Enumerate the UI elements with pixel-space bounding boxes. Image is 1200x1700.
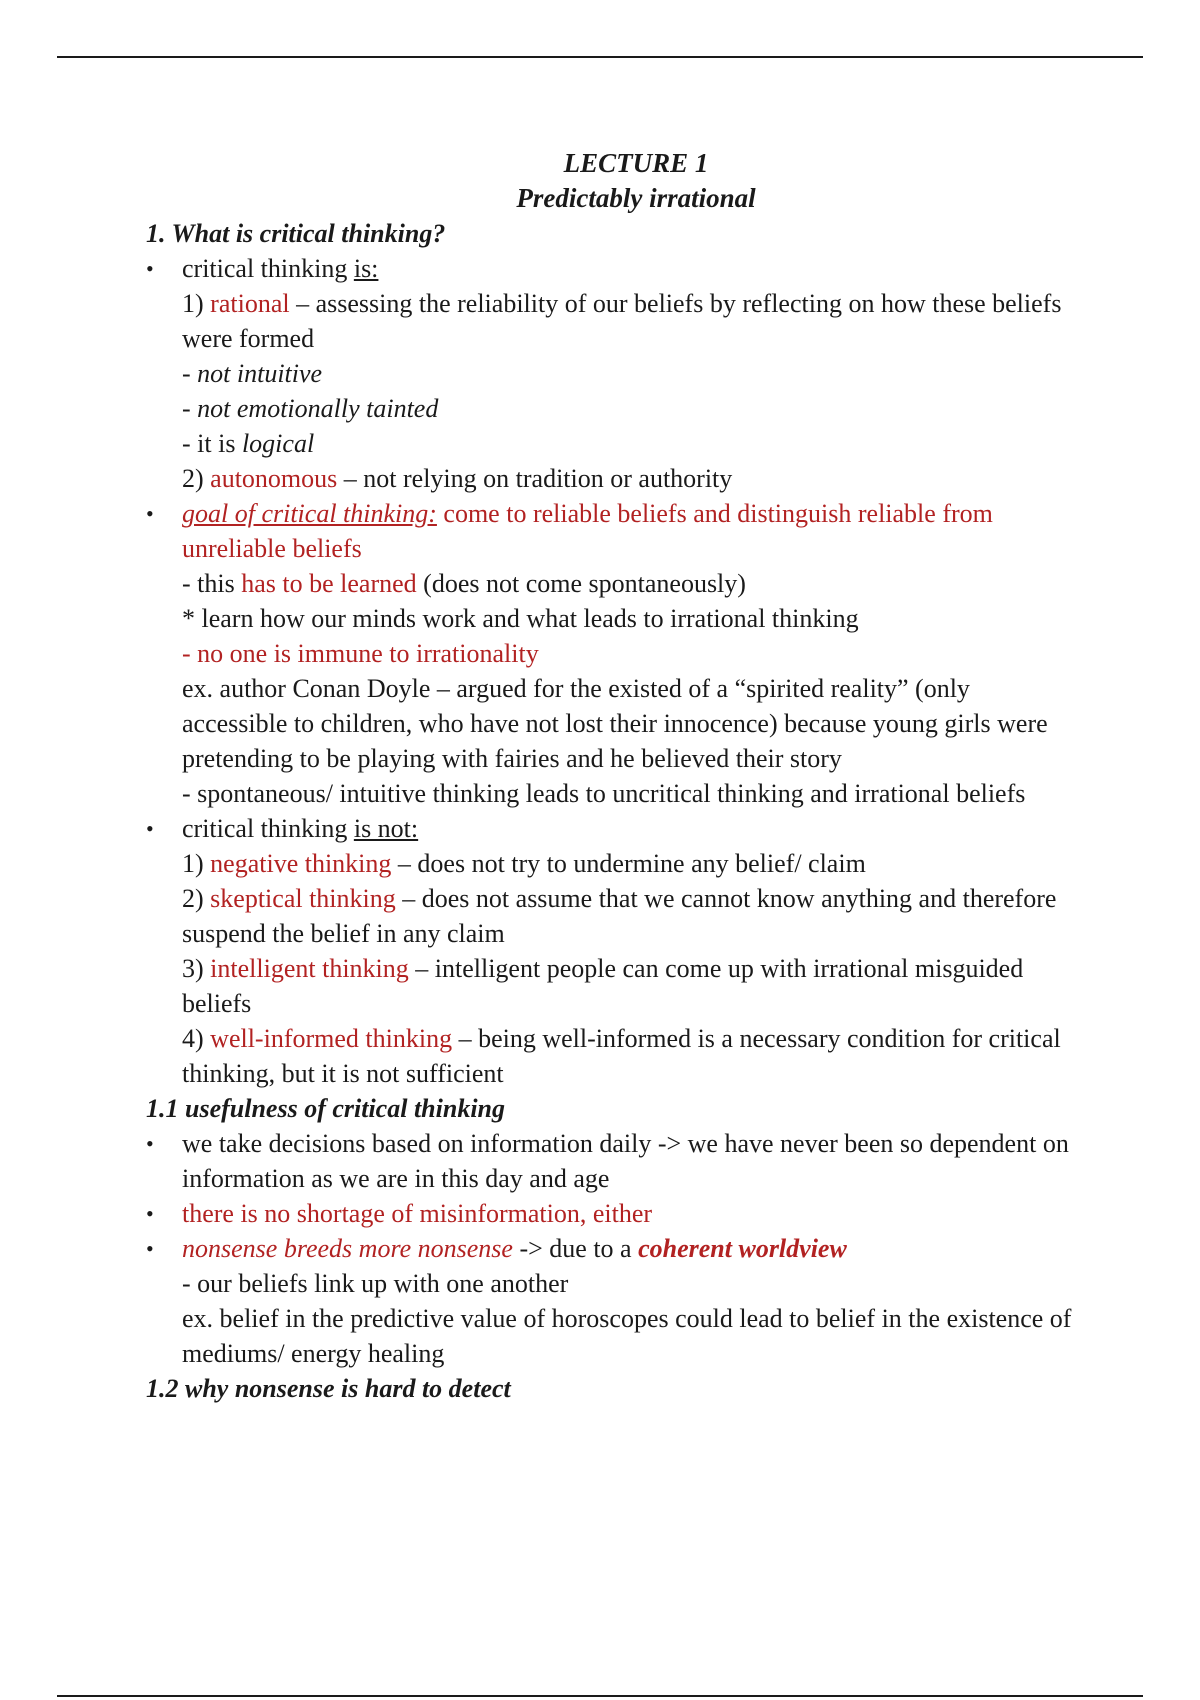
bullet-is-not bbox=[146, 811, 1076, 1091]
bullet-misinformation bbox=[146, 1196, 1076, 1231]
nonsense-phrase: nonsense breeds more nonsense bbox=[182, 1234, 513, 1263]
bullet-glyph: • bbox=[146, 256, 154, 281]
top-rule bbox=[57, 56, 1143, 58]
bullet-glyph: • bbox=[146, 1236, 154, 1261]
item-number: 1) bbox=[182, 289, 211, 318]
coherent-worldview: coherent worldview bbox=[638, 1234, 847, 1263]
document-body bbox=[146, 146, 1076, 1406]
dash-item-italic: logical bbox=[241, 429, 315, 458]
bullet-lead: critical thinking bbox=[182, 814, 354, 843]
bullet-glyph: • bbox=[146, 1201, 154, 1226]
bullet-decisions bbox=[146, 1126, 1076, 1196]
item-text: – does not try to undermine any belief/ claim bbox=[391, 849, 866, 878]
line-text: (does not come spontaneously) bbox=[416, 569, 746, 598]
line-text: - spontaneous/ intuitive thinking leads to uncritical thinking and irrational beliefs bbox=[182, 779, 1026, 808]
item-text: – being well-informed is a necessary condition for critical thinking, but it is not sufficient bbox=[182, 1024, 1061, 1088]
item-number: 2) bbox=[182, 884, 211, 913]
item-number: 1) bbox=[182, 849, 211, 878]
bullet-glyph: • bbox=[146, 501, 154, 526]
item-text: – intelligent people can come up with irrational misguided beliefs bbox=[182, 954, 1024, 1018]
bottom-rule bbox=[57, 1695, 1143, 1697]
section-heading-1: 1. What is critical thinking? bbox=[146, 219, 446, 248]
lecture-title: LECTURE 1 bbox=[563, 148, 709, 178]
line-red: - no one is immune to irrationality bbox=[182, 639, 539, 668]
line-text: - our beliefs link up with one another bbox=[182, 1269, 569, 1298]
bullet-nonsense bbox=[146, 1231, 1076, 1371]
bullet-glyph: • bbox=[146, 1131, 154, 1156]
item-text: – assessing the reliability of our beliefs by reflecting on how these beliefs were formed bbox=[182, 289, 1062, 353]
item-text: – does not assume that we cannot know anything and therefore suspend the belief in any claim bbox=[182, 884, 1057, 948]
line-text: - this bbox=[182, 569, 242, 598]
bullet-lead: critical thinking bbox=[182, 254, 354, 283]
bullet-text: we take decisions based on information daily -> we have never been so dependent on information as we are in this day and age bbox=[182, 1129, 1069, 1193]
dash-item: - not emotionally tainted bbox=[182, 394, 439, 423]
section-heading-1-2: 1.2 why nonsense is hard to detect bbox=[146, 1374, 511, 1403]
bullet-lead-underlined: is: bbox=[353, 254, 379, 283]
goal-label: goal of critical thinking: bbox=[182, 499, 437, 528]
term-skeptical: skeptical thinking bbox=[210, 884, 396, 913]
goal-text: come to reliable beliefs and distinguish reliable from unreliable beliefs bbox=[182, 499, 993, 563]
bullet-is bbox=[146, 251, 1076, 496]
bullet-text: there is no shortage of misinformation, either bbox=[182, 1199, 653, 1228]
term-well-informed: well-informed thinking bbox=[210, 1024, 453, 1053]
dash-item: - it is bbox=[182, 429, 242, 458]
section-heading-1-1: 1.1 usefulness of critical thinking bbox=[146, 1094, 505, 1123]
bullet-text: -> due to a bbox=[512, 1234, 639, 1263]
example-text: ex. author Conan Doyle – argued for the existed of a “spirited reality” (only accessible to children, who have not lost their innocence) because young girls were pretending to be playing with fairies and he believed their story bbox=[182, 674, 1048, 773]
example-text: ex. belief in the predictive value of horoscopes could lead to belief in the existence of mediums/ energy healing bbox=[182, 1304, 1072, 1368]
term-autonomous: autonomous bbox=[210, 464, 338, 493]
dash-item: - not intuitive bbox=[182, 359, 323, 388]
term-intelligent: intelligent thinking bbox=[210, 954, 409, 983]
line-text: * learn how our minds work and what leads to irrational thinking bbox=[182, 604, 859, 633]
line-red: has to be learned bbox=[241, 569, 417, 598]
bullet-lead-underlined: is not: bbox=[353, 814, 419, 843]
item-number: 2) bbox=[182, 464, 211, 493]
item-text: – not relying on tradition or authority bbox=[337, 464, 733, 493]
term-negative: negative thinking bbox=[210, 849, 392, 878]
item-number: 4) bbox=[182, 1024, 211, 1053]
bullet-goal bbox=[146, 496, 1076, 811]
lecture-subtitle: Predictably irrational bbox=[516, 183, 756, 213]
bullet-glyph: • bbox=[146, 816, 154, 841]
term-rational: rational bbox=[210, 289, 290, 318]
item-number: 3) bbox=[182, 954, 211, 983]
